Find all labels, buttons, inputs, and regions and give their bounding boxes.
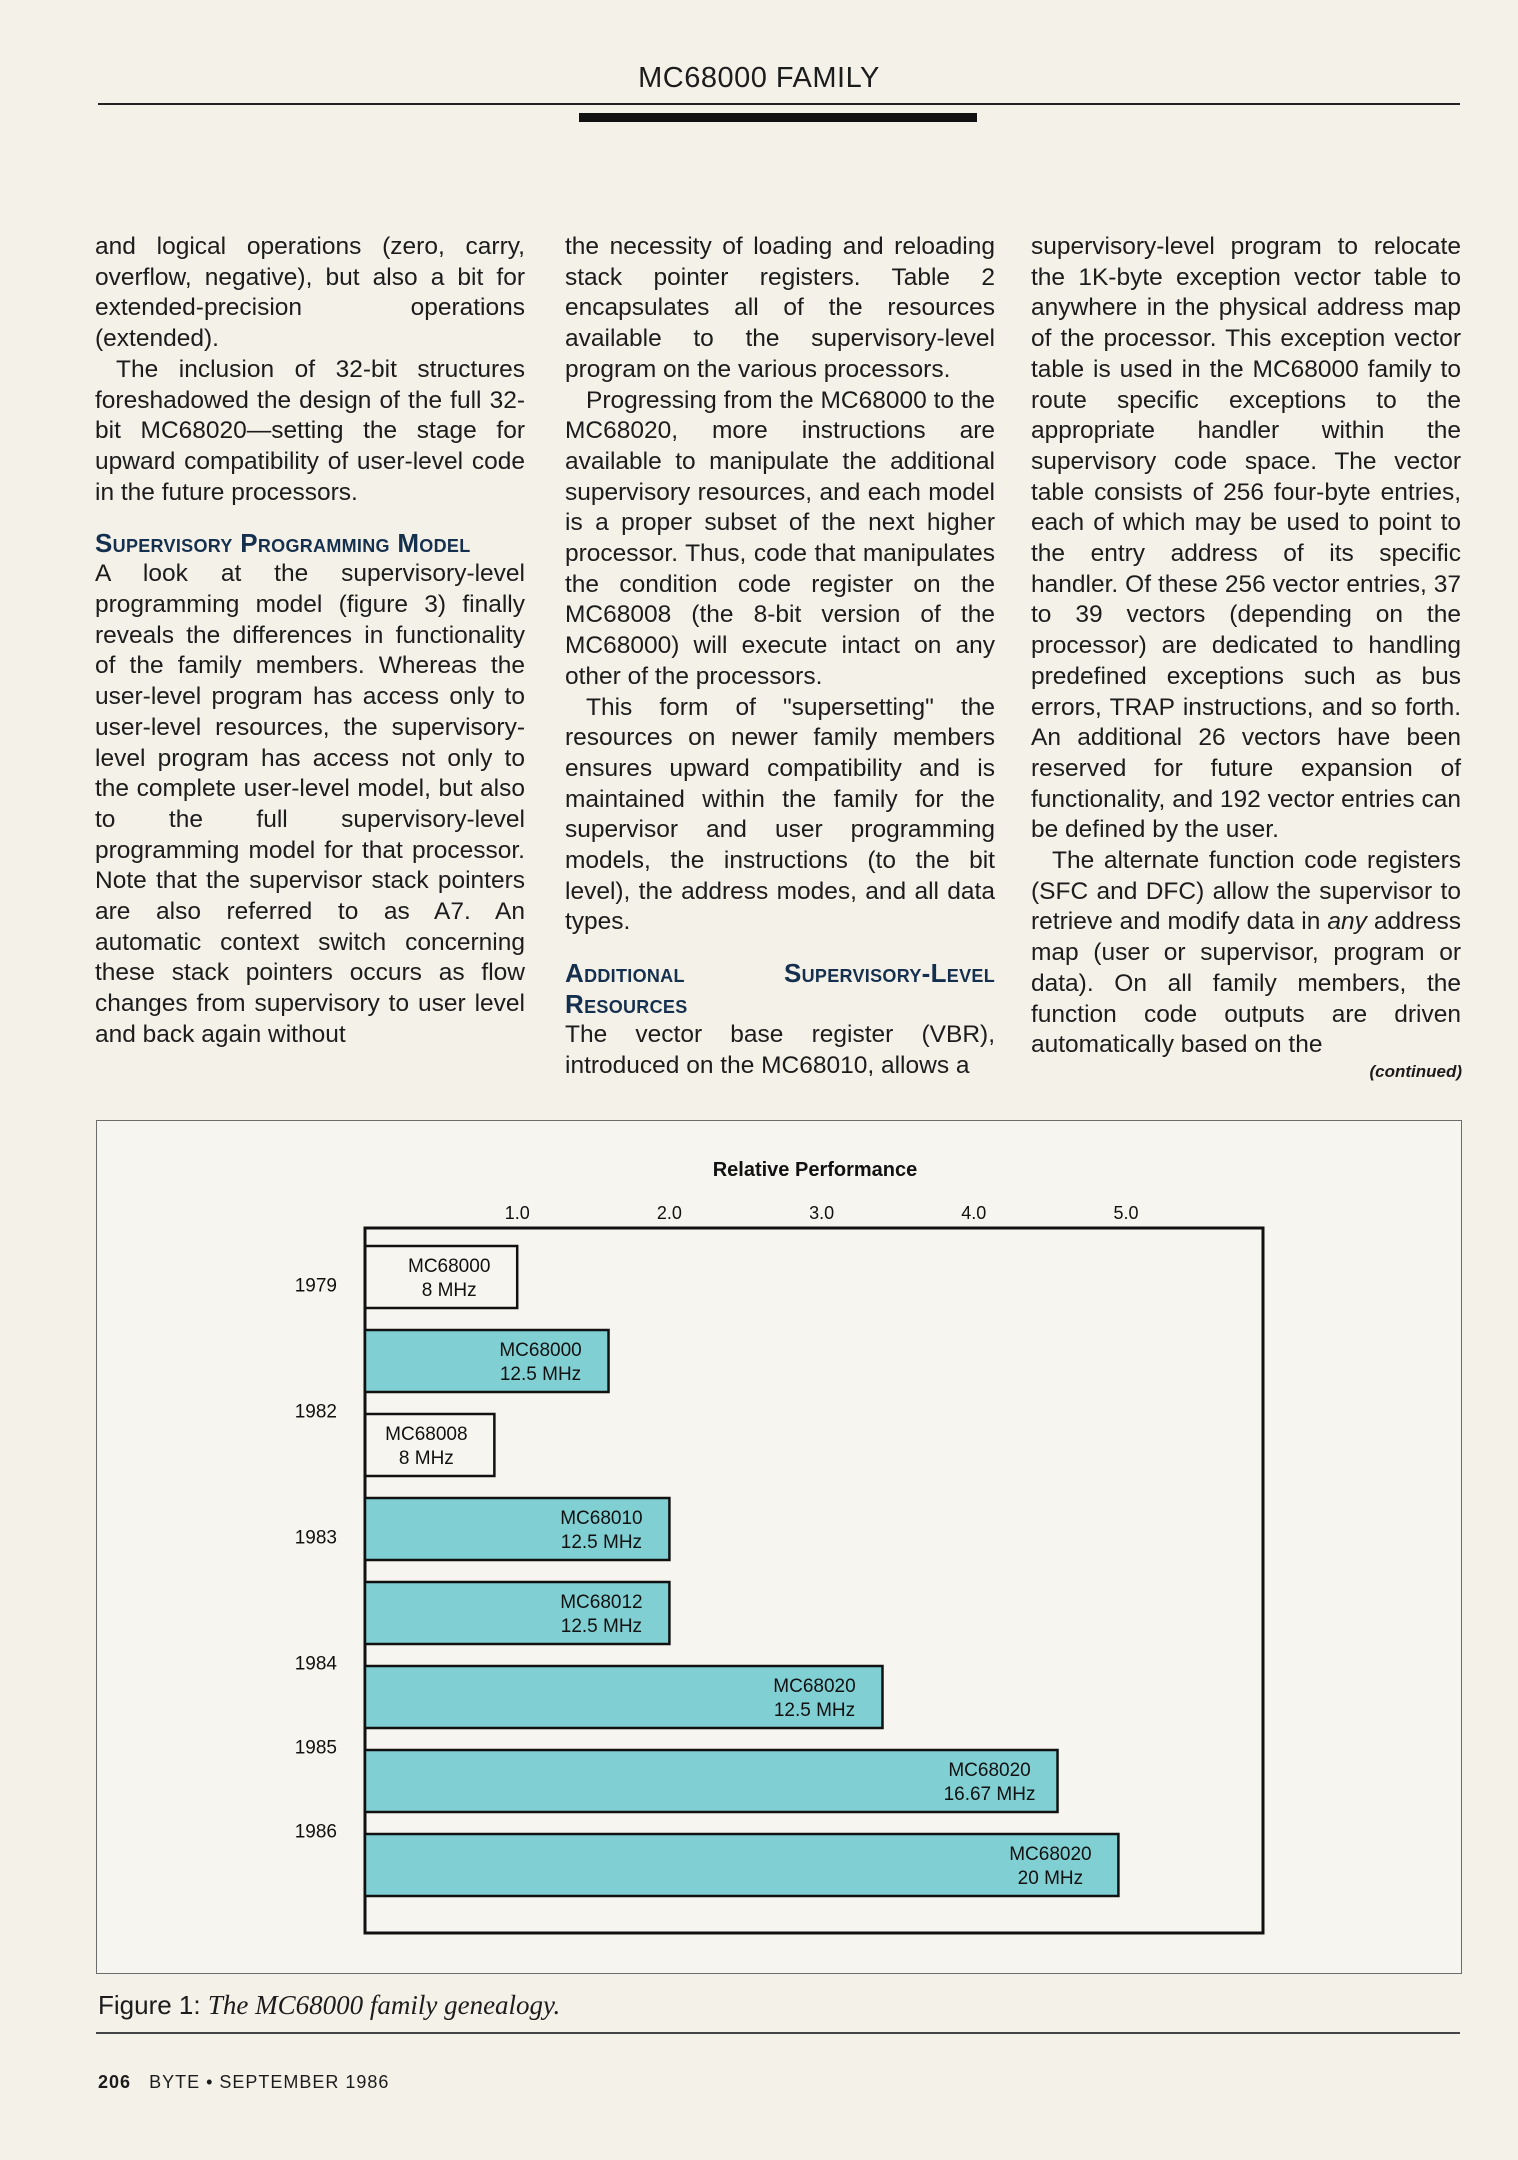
bar-label: MC68000: [408, 1256, 491, 1277]
year-label: 1982: [294, 1401, 337, 1423]
bar-label: MC68020: [948, 1760, 1031, 1781]
bar-sublabel: 8 MHz: [421, 1280, 477, 1301]
x-tick-label: 1.0: [504, 1203, 530, 1223]
bar-sublabel: 12.5 MHz: [499, 1364, 582, 1385]
page-number: 206: [98, 2072, 132, 2092]
caption-label: Figure 1:: [98, 1990, 201, 2020]
text-column-2: [565, 232, 995, 1082]
bar-label: MC68012: [560, 1592, 643, 1613]
bar-label: MC68000: [499, 1340, 582, 1361]
caption-text: The MC68000 family genealogy.: [207, 1990, 561, 2020]
section-heading: Supervisory Programming Model: [95, 528, 471, 559]
x-tick-label: 5.0: [1113, 1203, 1139, 1223]
paragraph: A look at the supervisory-level programming model (figure 3) finally reveals the differences in functionality of the family members. Whereas the user-level program has access only to user-level resources, the supervisory-level program has access not only to the complete user-level model, but also to the full supervisory-level programming model for that processor. Note that the supervisor stack pointers are also referred to as A7. An automatic context switch concerning these stack pointers occurs as flow changes from supervisory to user level and back again without: [95, 560, 525, 1048]
paragraph: The vector base register (VBR), introduced on the MC68010, allows a: [565, 1021, 995, 1079]
section-heading: Additional Supervisory-Level Resources: [565, 958, 995, 1020]
year-label: 1983: [294, 1527, 337, 1549]
emphasis-text: any: [1327, 908, 1367, 936]
header-rule: [98, 103, 1460, 105]
paragraph: The inclusion of 32-bit structures foreshadowed the design of the full 32-bit MC68020—setting the stage for upward compatibility of user-level code in the future processors.: [95, 355, 525, 506]
bar-sublabel: 12.5 MHz: [560, 1532, 643, 1553]
year-label: 1986: [294, 1821, 337, 1843]
continued-label: (continued): [1369, 1062, 1462, 1081]
text-column-1: [95, 232, 525, 1051]
footer-rule: [96, 2032, 1460, 2034]
bar-label: MC68020: [1009, 1844, 1092, 1865]
text-column-3: [1031, 232, 1461, 1061]
x-tick-label: 4.0: [961, 1203, 987, 1223]
bar-sublabel: 12.5 MHz: [560, 1616, 643, 1637]
bar: [365, 1834, 1118, 1896]
page-footer: [98, 2072, 389, 2093]
chart-title: Relative Performance: [712, 1159, 918, 1181]
publication-info: BYTE • SEPTEMBER 1986: [149, 2072, 390, 2092]
bar-sublabel: 12.5 MHz: [773, 1700, 856, 1721]
paragraph: and logical operations (zero, carry, overflow, negative), but also a bit for extended-precision operations (extended).: [95, 233, 525, 353]
paragraph: Progressing from the MC68000 to the MC68020, more instructions are available to manipulate the additional supervisory resources, and each model is a proper subset of the next higher processor. Thus, code that manipulates the condition code register on the MC68008 (the 8-bit version of the MC68000) will execute intact on any other of the processors.: [565, 386, 995, 690]
bar-label: MC68008: [385, 1424, 468, 1445]
x-tick-label: 2.0: [656, 1203, 682, 1223]
bar-label: MC68020: [773, 1676, 856, 1697]
paragraph: supervisory-level program to relocate the 1K-byte exception vector table to anywhere in the physical address map of the processor. This exception vector table is used in the MC68000 family to route specific exceptions to the appropriate handler within the supervisory code space. The vector table consists of 256 four-byte entries, each of which may be used to point to the entry address of its specific handler. Of these 256 vector entries, 37 to 39 vectors (depending on the processor) are dedicated to handling predefined exceptions such as bus errors, TRAP instructions, and so forth. An additional 26 vectors have been reserved for future expansion of functionality, and 192 vector entries can be defined by the user.: [1031, 233, 1461, 844]
year-label: 1984: [294, 1653, 337, 1675]
paragraph: [1031, 846, 1461, 1061]
x-tick-label: 3.0: [809, 1203, 835, 1223]
header-accent-bar: [579, 113, 977, 122]
paragraph-text: The alternate function code registers (SFC and DFC) allow the supervisor to retrieve and modify data in: [1031, 847, 1461, 936]
year-label: 1985: [294, 1737, 337, 1759]
figure-frame: [96, 1120, 1462, 1974]
paragraph: This form of "supersetting" the resources on newer family members ensures upward compatibility and is maintained within the family for the supervisor and user programming models, the instructions (to the bit level), the address modes, and all data types.: [565, 693, 995, 936]
running-header-title: MC68000 FAMILY: [638, 62, 880, 94]
paragraph-text: address map (user or supervisor, program or data). On all family members, the function code outputs are driven automatically based on the: [1031, 908, 1461, 1059]
year-label: 1979: [294, 1275, 337, 1297]
performance-chart: [97, 1121, 1461, 1973]
bar-sublabel: 8 MHz: [398, 1448, 454, 1469]
bar-sublabel: 20 MHz: [1017, 1868, 1084, 1889]
bar-sublabel: 16.67 MHz: [943, 1784, 1036, 1805]
figure-caption: [98, 1990, 560, 2021]
paragraph: the necessity of loading and reloading stack pointer registers. Table 2 encapsulates all of the resources available to the supervisory-level program on the various processors.: [565, 233, 995, 383]
bar-label: MC68010: [560, 1508, 643, 1529]
